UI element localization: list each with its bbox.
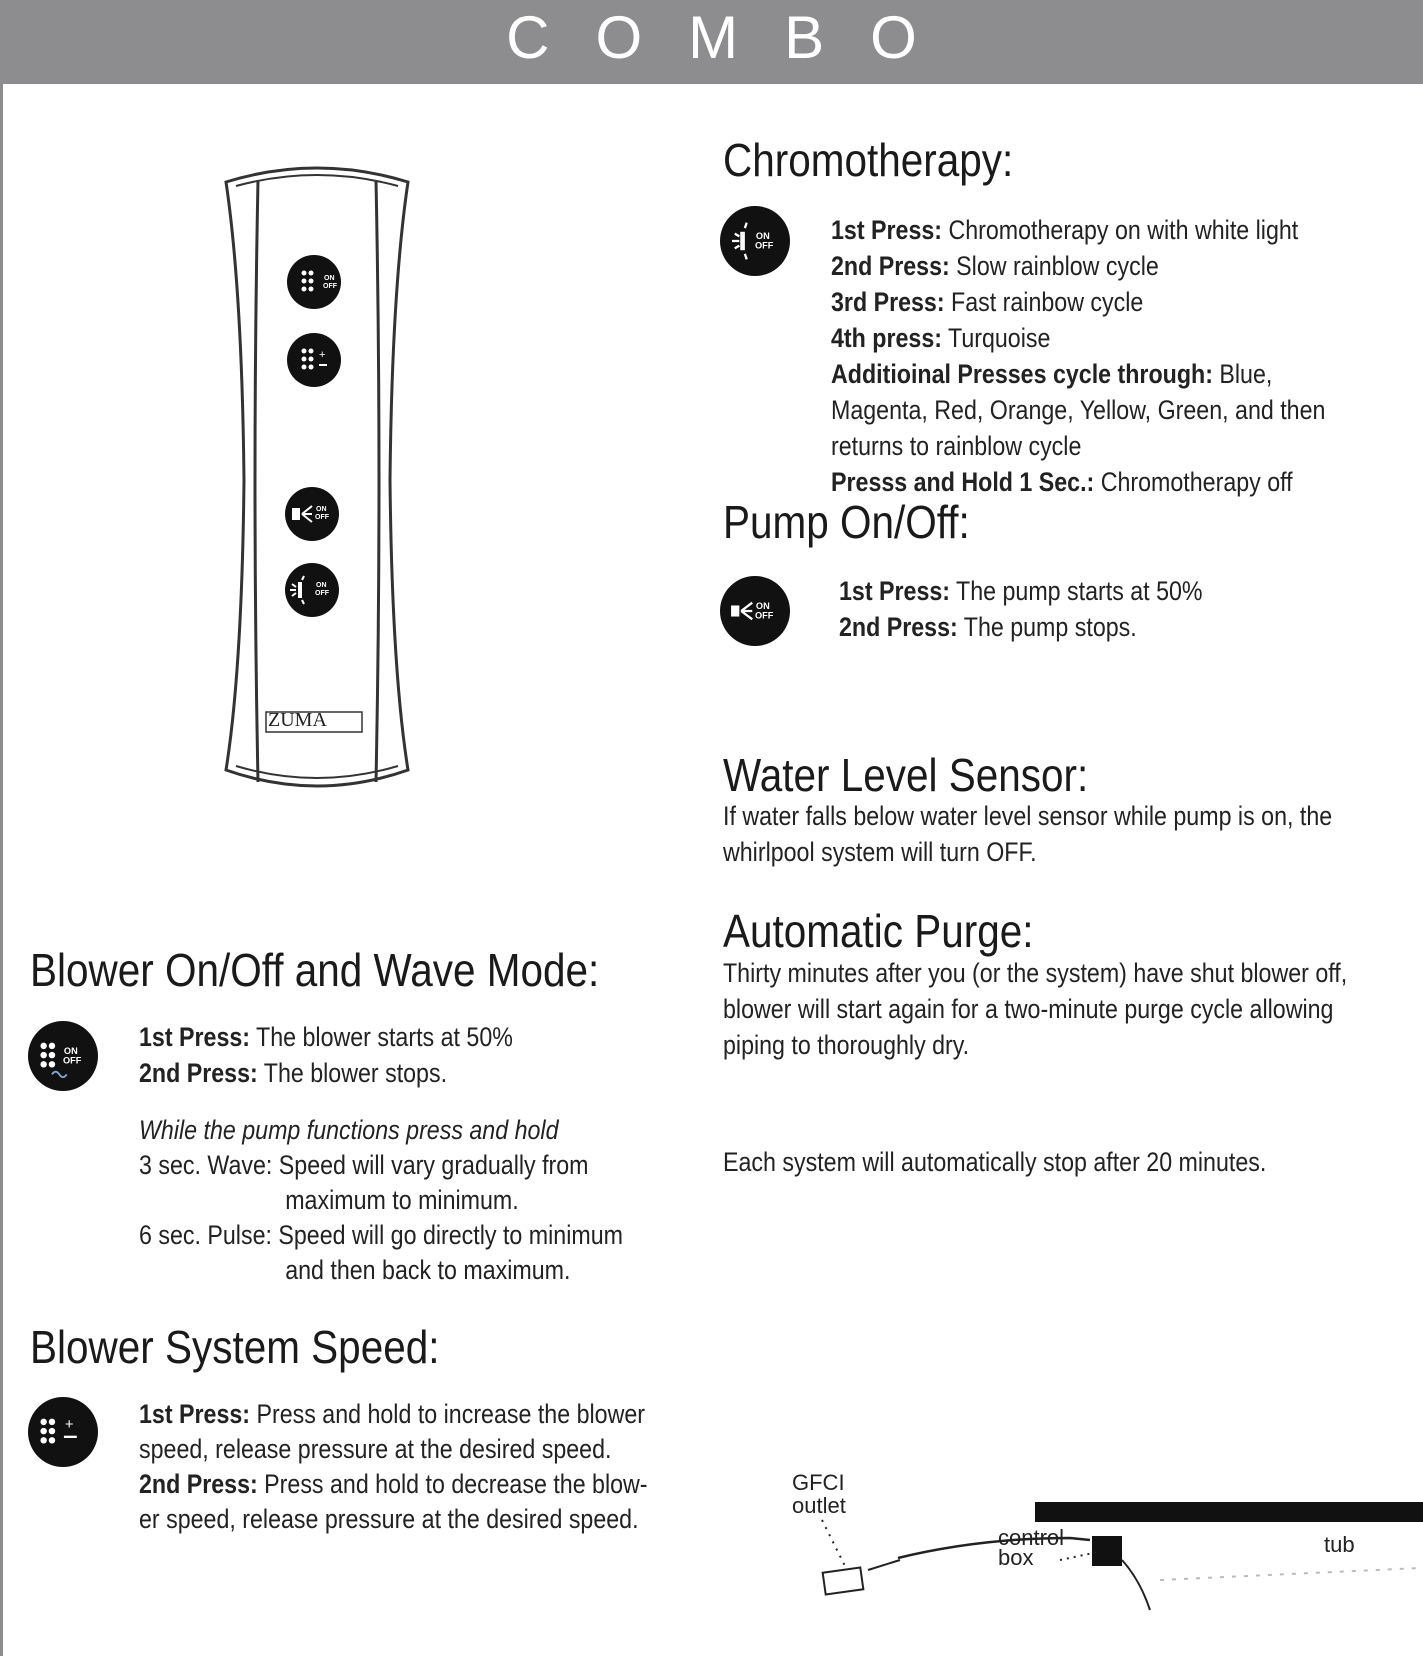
remote-light-button[interactable] [285, 563, 339, 617]
auto-stop-note: Each system will automatically stop after 20 minutes. [723, 1147, 1267, 1177]
control-label-line2: box [998, 1545, 1034, 1570]
blower-heading: Blower On/Off and Wave Mode: [30, 944, 600, 996]
svg-text:OFF: OFF [755, 610, 774, 621]
svg-text:+: + [319, 349, 326, 361]
remote-blower-button[interactable] [287, 255, 341, 309]
tub-rim [1035, 1502, 1423, 1522]
svg-text:ON: ON [755, 231, 770, 242]
tub-label: tub [1324, 1532, 1355, 1557]
page-title: COMBO [506, 4, 963, 71]
remote-control-illustration [212, 160, 422, 800]
remote-speed-button[interactable] [287, 333, 341, 387]
gfci-outlet-shape [823, 1567, 864, 1594]
svg-text:OFF: OFF [755, 240, 774, 251]
control-label-line1: control [998, 1525, 1065, 1550]
gfci-label-line2: outlet [792, 1493, 846, 1518]
svg-text:+: + [64, 1417, 74, 1434]
chromotherapy-heading: Chromotherapy: [723, 134, 1014, 186]
left-border [0, 84, 3, 1656]
svg-text:ON: ON [324, 275, 335, 282]
chromotherapy-icon [720, 206, 790, 276]
svg-text:OFF: OFF [323, 283, 337, 290]
water-level-heading: Water Level Sensor: [723, 749, 1089, 801]
chromotherapy-description: 1st Press: Chromotherapy on with white light 2nd Press: Slow rainblow cycle 3rd Press: Fast rainbow cycle 4th press: Turquoise Additioinal Presses cycle through: Blue, Magenta, Red, Orange, Yellow, Green, and then returns to rainblow cycle Presss and Hold 1 Sec.: Chromotherapy off [831, 215, 1326, 497]
svg-text:ON: ON [316, 506, 327, 513]
svg-text:ON: ON [316, 582, 327, 589]
purge-heading: Automatic Purge: [723, 905, 1034, 957]
svg-text:OFF: OFF [315, 514, 329, 521]
speed-icon [28, 1397, 98, 1467]
svg-text:ON: ON [63, 1046, 78, 1057]
blower-speed-description: 1st Press: Press and hold to increase the blower speed, release pressure at the desired speed. 2nd Press: Press and hold to decrease the blow- er speed, release pressure at the desired speed. [139, 1399, 648, 1534]
svg-text:ON: ON [755, 601, 770, 612]
pump-description: 1st Press: The pump starts at 50% 2nd Press: The pump stops. [839, 576, 1203, 642]
gfci-label-line1: GFCI [792, 1470, 845, 1495]
header-bar [0, 0, 1423, 84]
blower-description: 1st Press: The blower starts at 50% 2nd Press: The blower stops. [139, 1022, 513, 1088]
pump-icon [720, 576, 790, 646]
water-level-description: If water falls below water level sensor while pump is on, the whirlpool system will turn OFF. [723, 801, 1333, 867]
blower-icon [28, 1021, 98, 1091]
svg-text:OFF: OFF [315, 590, 329, 597]
purge-description: Thirty minutes after you (or the system) have shut blower off, blower will start again for a two-minute purge cycle allowing piping to thoroughly dry. [723, 958, 1348, 1060]
zuma-logo-text: ZUMA [268, 709, 327, 731]
svg-text:OFF: OFF [63, 1055, 82, 1066]
wave-mode-description: While the pump functions press and hold 3 sec. Wave: Speed will vary gradually from maximum to minimum. 6 sec. Pulse: Speed will go directly to minimum and then back to maximum. [139, 1115, 623, 1285]
wiring-diagram [780, 1460, 1423, 1656]
control-box [1092, 1536, 1122, 1566]
pump-heading: Pump On/Off: [723, 496, 970, 548]
remote-pump-button[interactable] [285, 487, 339, 541]
blower-speed-heading: Blower System Speed: [30, 1321, 440, 1373]
